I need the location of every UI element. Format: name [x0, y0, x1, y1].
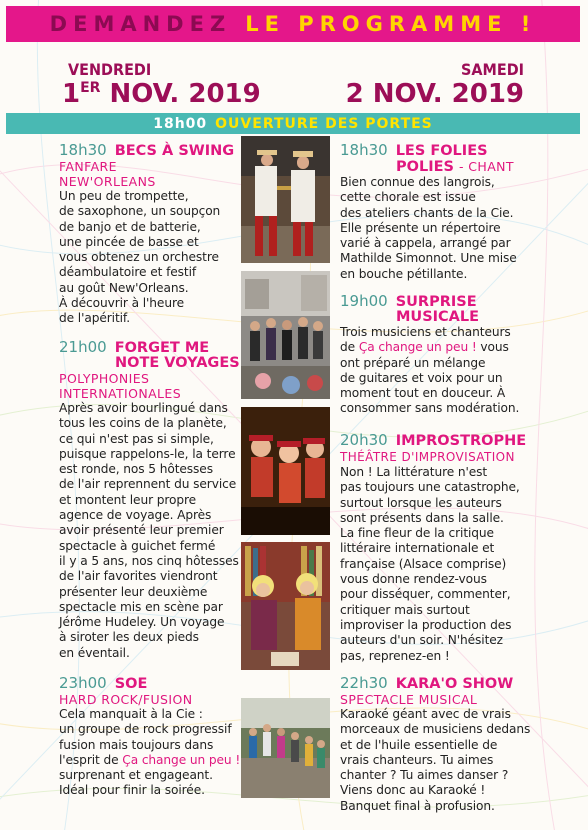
- desc-line: Viens donc au Karaoké !: [340, 783, 486, 798]
- event-time: 22h30: [340, 674, 388, 692]
- friday-date-sup: ER: [80, 80, 101, 96]
- desc-line: de guitares et voix pour un: [340, 370, 503, 385]
- desc-line: ont préparé un mélange: [340, 355, 486, 370]
- opening-label: OUVERTURE DES PORTES: [215, 115, 433, 132]
- event-description: [59, 189, 234, 327]
- event-time: 19h00: [340, 292, 388, 310]
- event-description: [340, 465, 526, 664]
- banner-word-demandez: DEMANDEZ: [49, 12, 232, 36]
- desc-line: surprenant et engageant.: [59, 768, 213, 783]
- desc-line: cette chorale est issue: [340, 190, 476, 205]
- opening-bar: [6, 113, 580, 134]
- friday-date-num: 1: [62, 79, 81, 109]
- banner-word-programme: LE PROGRAMME !: [245, 12, 537, 36]
- event-karao-show: [340, 676, 530, 814]
- desc-line: vrais chanteurs. Tu aimes: [340, 752, 494, 767]
- event-title: SURPRISE: [395, 294, 477, 310]
- desc-fragment: vous: [476, 340, 509, 355]
- desc-line: La fine fleur de la critique: [340, 526, 494, 541]
- desc-line: pas, reprenez-en !: [340, 648, 450, 663]
- desc-line: Trois musiciens et chanteurs: [340, 325, 511, 339]
- desc-line: [340, 340, 519, 355]
- desc-line: une pincée de basse et: [59, 234, 199, 249]
- desc-line: spectacle mis en scène par: [59, 599, 223, 614]
- desc-line: Jérôme Hudeley. Un voyage: [59, 615, 225, 630]
- desc-line: Elle présente un répertoire: [340, 220, 501, 235]
- desc-line: fusion mais toujours dans: [59, 737, 214, 752]
- desc-line: varié à cappela, arrangé par: [340, 236, 511, 251]
- event-heading: [340, 143, 517, 159]
- desc-line: de l'air favorites viendront: [59, 569, 218, 584]
- photo-karaoke: [241, 698, 330, 798]
- desc-line: Après avoir bourlingué dans: [59, 401, 228, 415]
- event-description: [340, 325, 519, 417]
- event-forget-me-note: [59, 340, 240, 661]
- desc-line: Cela manquait à la Cie :: [59, 707, 203, 721]
- friday-date-rest: NOV. 2019: [100, 79, 261, 109]
- event-genre: - CHANT: [459, 159, 514, 174]
- desc-line: déambulatoire et festif: [59, 265, 197, 280]
- desc-line: il y a 5 ans, nos cinq hôtesses: [59, 553, 239, 568]
- event-title-line2: MUSICALE: [396, 309, 480, 325]
- desc-line: Un peu de trompette,: [59, 189, 189, 203]
- event-time: 20h30: [340, 431, 388, 449]
- company-name-highlight: Ça change un peu !: [122, 752, 241, 767]
- desc-line: pour disséquer, commenter,: [340, 587, 511, 602]
- desc-line: de l'air reprennent du service: [59, 477, 237, 492]
- event-heading: [340, 294, 519, 310]
- desc-line: surtout lorsque les auteurs: [340, 495, 502, 510]
- desc-line: À découvrir à l'heure: [59, 296, 184, 311]
- event-genre: HARD ROCK/FUSION: [59, 692, 193, 707]
- company-name-highlight: Ça change un peu !: [358, 340, 477, 355]
- event-genre: SPECTACLE MUSICAL: [340, 692, 478, 707]
- photo-forget-me-note: [241, 407, 330, 535]
- event-heading: [340, 433, 526, 449]
- event-title-line2: [340, 159, 517, 175]
- desc-line: pas toujours une catastrophe,: [340, 480, 520, 495]
- desc-line: et de l'huile essentielle de: [340, 737, 498, 752]
- event-les-folies-polies: [340, 143, 517, 282]
- event-title: LES FOLIES: [395, 143, 488, 159]
- desc-line: improviser la production des: [340, 617, 512, 632]
- opening-time: 18h00: [153, 115, 208, 132]
- event-improstrophe: [340, 433, 526, 664]
- desc-line: moment tout en douceur. À: [340, 386, 506, 401]
- saturday-date: 2 NOV. 2019: [345, 79, 524, 109]
- desc-line: de l'apéritif.: [59, 311, 130, 326]
- desc-line: de saxophone, un soupçon: [59, 204, 221, 219]
- desc-line: vous obtenez un orchestre: [59, 250, 219, 265]
- event-title: IMPROSTROPHE: [395, 433, 527, 449]
- event-description: [340, 707, 530, 814]
- event-title: SOE: [114, 676, 148, 692]
- desc-line: avoir présenté leur premier: [59, 523, 224, 538]
- desc-line: des ateliers chants de la Cie.: [340, 205, 514, 220]
- desc-line: agence de voyage. Après: [59, 508, 212, 523]
- desc-line: chanter ? Tu aimes danser ?: [340, 768, 509, 783]
- desc-fragment: de: [340, 340, 359, 355]
- desc-line: en bouche pétillante.: [340, 266, 468, 281]
- event-genre: INTERNATIONALES: [59, 386, 182, 401]
- desc-line: spectacle à guichet fermé: [59, 538, 216, 553]
- event-heading: [59, 340, 240, 356]
- saturday-label: SAMEDI: [461, 60, 524, 79]
- friday-date: [62, 79, 261, 109]
- desc-line: Mathilde Simonnot. Une mise: [340, 251, 517, 266]
- desc-line: puisque rappelons-le, la terre: [59, 446, 236, 461]
- desc-line: vous donne rendez-vous: [340, 572, 487, 587]
- event-heading: [59, 676, 248, 692]
- desc-line: critiquer mais surtout: [340, 602, 470, 617]
- desc-line: Idéal pour finir la soirée.: [59, 783, 205, 798]
- desc-line: un groupe de rock progressif: [59, 722, 232, 737]
- event-time: 23h00: [59, 674, 107, 692]
- desc-line: auteurs d'un soir. N'hésitez: [340, 633, 503, 648]
- event-description: [59, 401, 240, 661]
- photo-les-folies-polies: [241, 271, 330, 399]
- desc-line: à siroter les deux pieds: [59, 630, 199, 645]
- photo-becs-a-swing: [241, 136, 330, 263]
- desc-line: Non ! La littérature n'est: [340, 465, 488, 479]
- event-soe: [59, 676, 248, 799]
- event-heading: [59, 143, 234, 159]
- desc-line: [59, 753, 248, 768]
- desc-line: et montent leur propre: [59, 492, 197, 507]
- desc-line: sont présents dans la salle.: [340, 510, 504, 525]
- event-description: [340, 175, 517, 282]
- event-title: KARA'O SHOW: [395, 676, 514, 692]
- event-genre-text: THÉÂTRE D'IMPROVISATION: [340, 450, 515, 464]
- desc-fragment: l'esprit de: [59, 752, 123, 767]
- event-time: 18h30: [340, 141, 388, 159]
- desc-line: morceaux de musiciens dedans: [340, 722, 531, 737]
- event-surprise-musicale: [340, 294, 519, 417]
- desc-line: ce qui n'est pas si simple,: [59, 431, 214, 446]
- desc-line: en éventail.: [59, 645, 130, 660]
- event-title-cont: POLIES: [396, 159, 454, 175]
- event-description: [59, 707, 248, 799]
- event-title-line2: NOTE VOYAGES: [115, 355, 240, 371]
- desc-line: au goût New'Orleans.: [59, 280, 189, 295]
- program-banner: [6, 6, 580, 42]
- desc-line: Karaoké géant avec de vrais: [340, 707, 511, 721]
- desc-line: littéraire internationale et: [340, 541, 495, 556]
- event-genre: [340, 449, 526, 465]
- friday-label: VENDREDI: [68, 60, 152, 79]
- event-becs-a-swing: [59, 143, 234, 327]
- event-genre: POLYPHONIES: [59, 371, 150, 386]
- desc-line: consommer sans modération.: [340, 401, 520, 416]
- event-heading: [340, 676, 530, 692]
- desc-line: présenter leur deuxième: [59, 584, 208, 599]
- event-time: 21h00: [59, 338, 107, 356]
- event-genre: FANFARE: [59, 159, 117, 174]
- event-title: BECS À SWING: [114, 143, 235, 159]
- desc-line: française (Alsace comprise): [340, 556, 507, 571]
- desc-line: tous les coins de la planète,: [59, 416, 227, 431]
- desc-line: est ronde, nos 5 hôtesses: [59, 462, 213, 477]
- desc-line: de banjo et de batterie,: [59, 219, 201, 234]
- photo-improstrophe: [241, 542, 330, 670]
- desc-line: Banquet final à profusion.: [340, 798, 495, 813]
- event-time: 18h30: [59, 141, 107, 159]
- desc-line: Bien connue des langrois,: [340, 175, 495, 189]
- event-genre: NEW'ORLEANS: [59, 174, 156, 189]
- event-title: FORGET ME: [114, 340, 210, 356]
